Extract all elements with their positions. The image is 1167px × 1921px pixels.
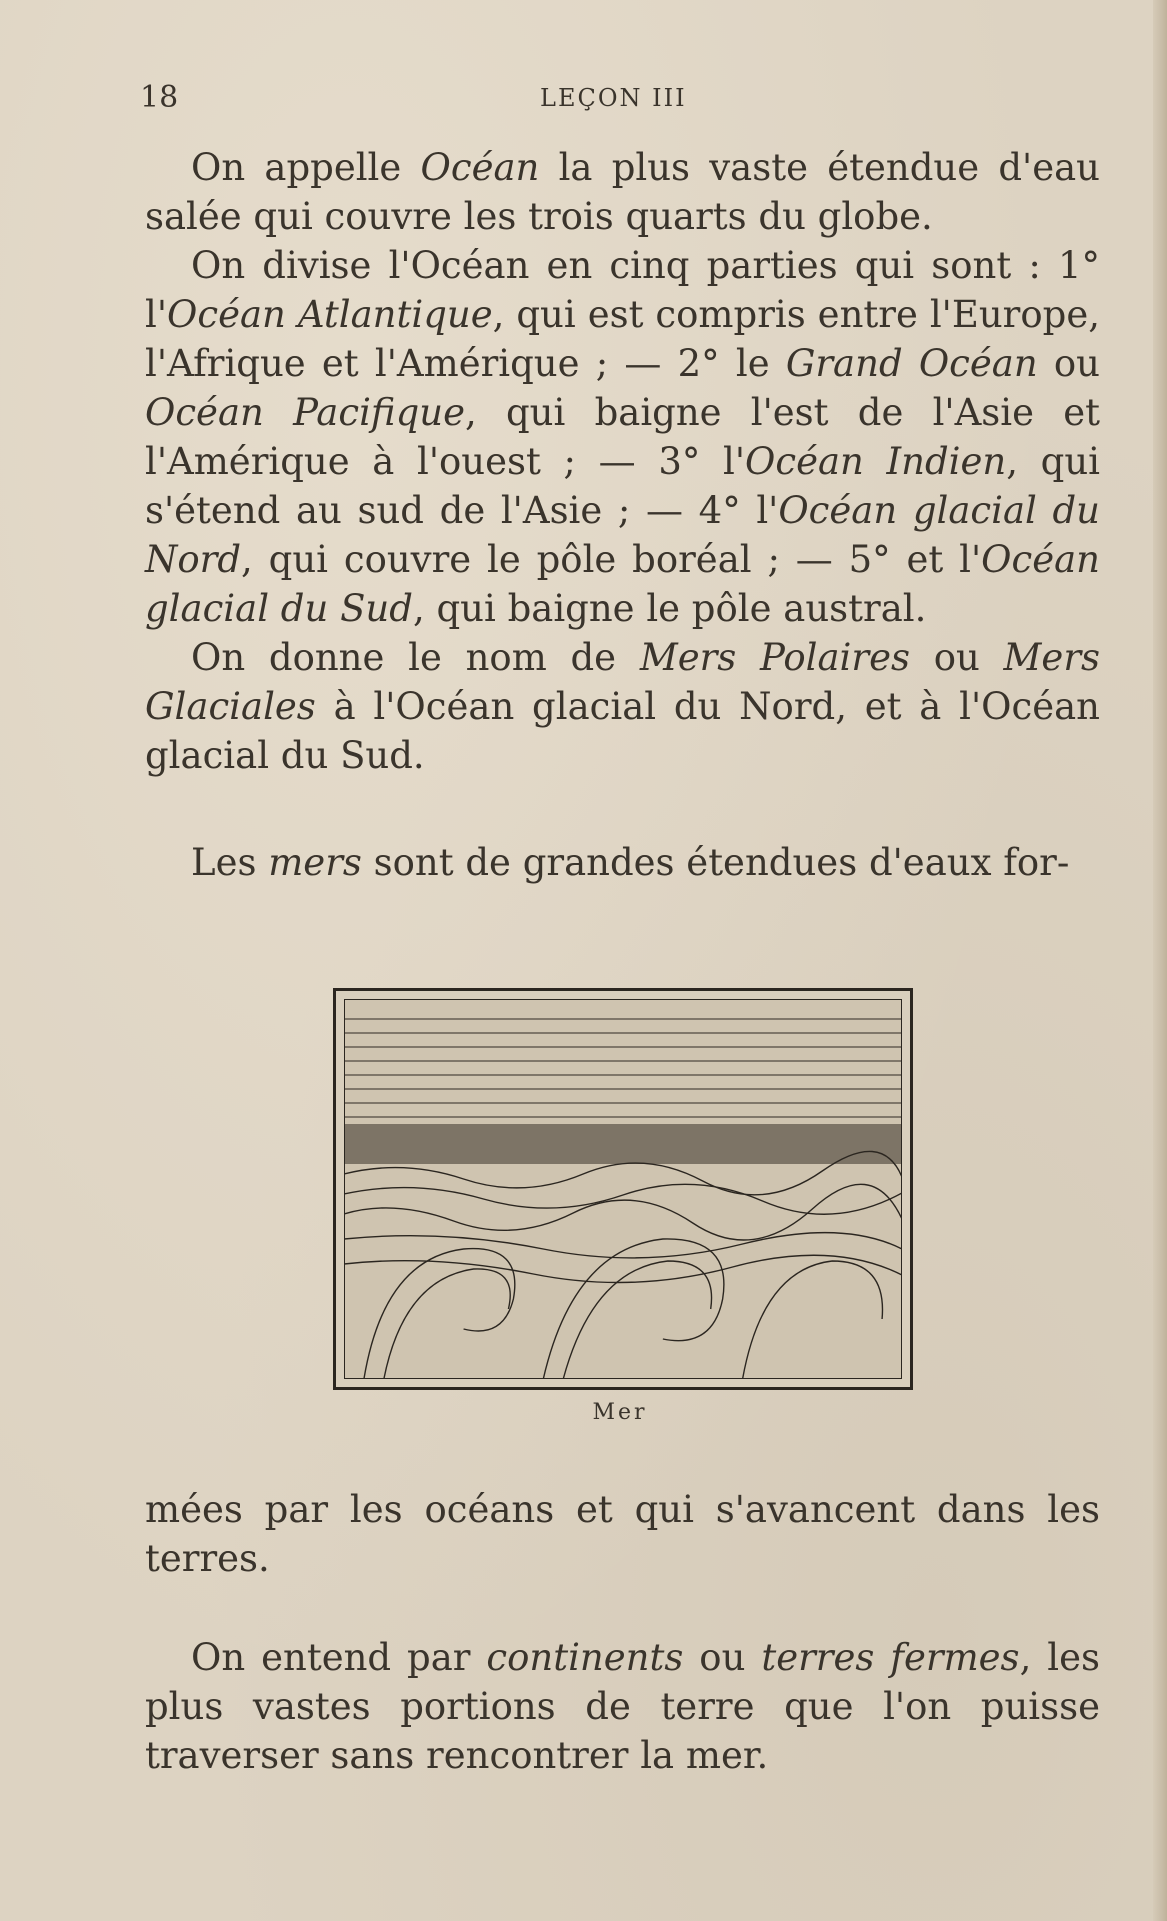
text-block-continents xyxy=(145,1633,1100,1780)
text-block-seas-continued xyxy=(145,1485,1100,1583)
paragraph-seas-definition: Les mers sont de grandes étendues d'eaux for- xyxy=(191,841,1070,884)
figure-caption: Mer xyxy=(592,1400,648,1425)
sea-illustration xyxy=(333,988,913,1390)
page-number: 18 xyxy=(140,80,179,115)
paragraph-ocean-divisions: On divise l'Océan en cinq parties qui sont : 1° l'Océan Atlantique, qui est compris entre l'Europe, l'Afrique et l'Amérique ; — 2° le Grand Océan ou Océan Pacifique, qui baigne l'est de l'Asie et l'Amérique à l'ouest ; — 3° l'Océan Indien, qui s'étend au sud de l'Asie ; — 4° l'Océan glacial du Nord, qui couvre le pôle boréal ; — 5° et l'Océan glacial du Sud, qui baigne le pôle austral. xyxy=(145,244,1101,630)
paragraph-seas-continued: mées par les océans et qui s'avancent dans les terres. xyxy=(145,1488,1100,1580)
running-title: LEÇON III xyxy=(540,84,687,112)
sea-waves-icon xyxy=(344,999,902,1379)
paragraph-polar-seas: On donne le nom de Mers Polaires ou Mers Glaciales à l'Océan glacial du Nord, et à l'Océan glacial du Sud. xyxy=(145,636,1100,777)
paragraph-continents: On entend par continents ou terres fermes, les plus vastes portions de terre que l'on puisse traverser sans rencontrer la mer. xyxy=(145,1636,1100,1777)
paragraph-ocean-definition: On appelle Océan la plus vaste étendue d'eau salée qui couvre les trois quarts du globe. xyxy=(145,146,1100,238)
text-block-top xyxy=(145,143,1100,780)
page-edge xyxy=(1153,0,1167,1921)
text-block-seas xyxy=(145,838,1100,887)
page-header xyxy=(140,80,1110,120)
